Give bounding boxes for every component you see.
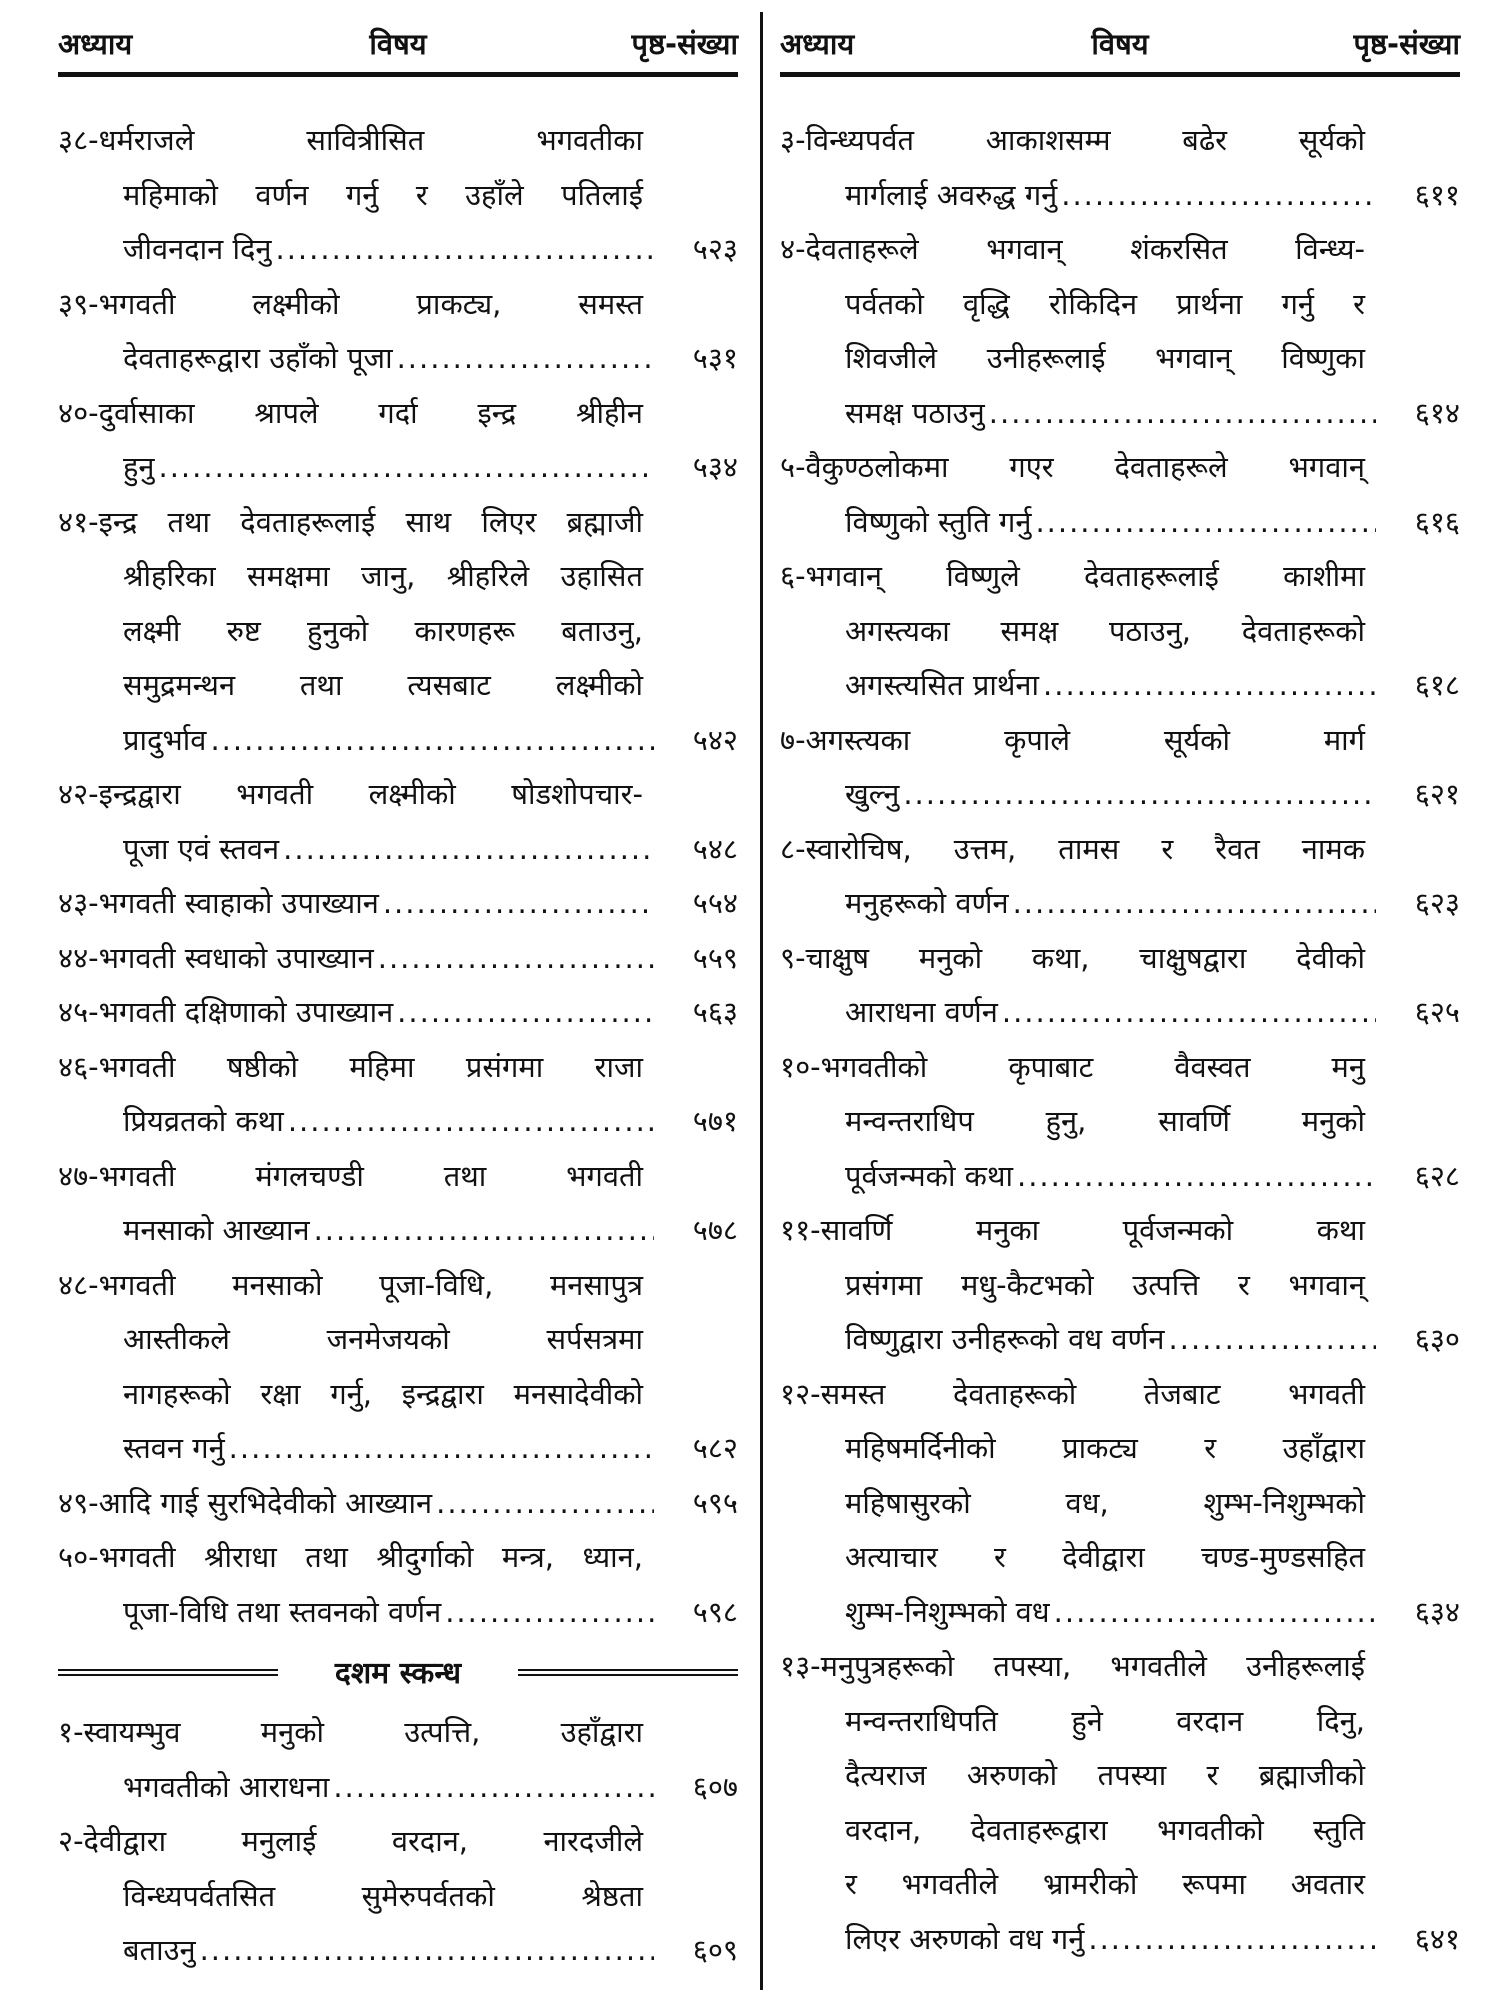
toc-entry-text: पर्वतको वृद्धि रोकिदिन प्रार्थना गर्नु र bbox=[845, 286, 1365, 321]
section-heading bbox=[58, 1645, 738, 1701]
toc-entry-text: ४६-भगवती षष्ठीको महिमा प्रसंगमा राजा bbox=[58, 1049, 643, 1084]
header-subject: विषय bbox=[369, 27, 427, 61]
toc-entry-last-line bbox=[780, 876, 1460, 931]
leader-dots bbox=[333, 1760, 654, 1815]
toc-entry bbox=[780, 822, 1460, 931]
section-rule-right bbox=[518, 1669, 738, 1676]
toc-page-number: ५९८ bbox=[692, 1594, 738, 1629]
toc-page-number: ५७८ bbox=[692, 1213, 738, 1247]
leader-dots bbox=[159, 440, 655, 495]
toc-entry-text: ४५-भगवती दक्षिणाको उपाख्यान bbox=[58, 995, 394, 1029]
toc-entry-text: ४३-भगवती स्वाहाको उपाख्यान bbox=[58, 886, 379, 920]
header-page-number: पृष्ठ-संख्या bbox=[631, 27, 738, 61]
leader-dots bbox=[989, 386, 1376, 441]
toc-entry-text: ८-स्वारोचिष, उत्तम, तामस र रैवत नामक bbox=[780, 831, 1365, 866]
toc-entry-last-line bbox=[58, 1585, 738, 1640]
toc-entry-last-line bbox=[58, 1203, 738, 1258]
leader-dots bbox=[200, 1923, 654, 1978]
section-rule-left bbox=[58, 1669, 278, 1676]
toc-entry-text: १-स्वायम्भुव मनुको उत्पत्ति, उहाँद्वारा bbox=[58, 1715, 643, 1749]
toc-entry-last-line bbox=[58, 1421, 738, 1476]
toc-entry-last-line bbox=[58, 1476, 738, 1531]
toc-entry-text: आस्तीकले जनमेजयको सर्पसत्रमा bbox=[123, 1322, 643, 1356]
toc-entry-text: १०-भगवतीको कृपाबाट वैवस्वत मनु bbox=[780, 1049, 1365, 1084]
toc-page-number: ६२८ bbox=[1414, 1158, 1460, 1193]
toc-entry-text: ४४-भगवती स्वधाको उपाख्यान bbox=[58, 940, 374, 975]
toc-entry-text: बताउनु bbox=[123, 1933, 196, 1967]
toc-entry bbox=[780, 1639, 1460, 1966]
toc-page-number: ६०७ bbox=[692, 1769, 738, 1804]
toc-entry-text: समक्ष पठाउनु bbox=[845, 395, 985, 430]
toc-entry-text: ७-अगस्त्यका कृपाले सूर्यको मार्ग bbox=[780, 722, 1365, 757]
toc-entry-text: पूर्वजन्मको कथा bbox=[845, 1158, 1013, 1193]
toc-entry bbox=[58, 1530, 738, 1639]
leader-dots bbox=[210, 713, 654, 768]
toc-entry-text: मन्वन्तराधिप हुनु, सावर्णि मनुको bbox=[845, 1104, 1365, 1138]
toc-page-number: ६२१ bbox=[1414, 777, 1460, 811]
toc-entry-text: हुनु bbox=[123, 450, 155, 484]
toc-entry-text: नागहरूको रक्षा गर्नु, इन्द्रद्वारा मनसादेवीको bbox=[123, 1376, 643, 1411]
left-column bbox=[58, 0, 738, 1978]
toc-entry-text: मनसाको आख्यान bbox=[123, 1213, 310, 1247]
toc-entry-text: विष्णुको स्तुति गर्नु bbox=[845, 504, 1032, 539]
toc-entry bbox=[58, 277, 738, 386]
toc-entry-text: महिषासुरको वध, शुम्भ-निशुम्भको bbox=[845, 1485, 1365, 1520]
toc-entry bbox=[780, 1040, 1460, 1204]
header-subject: विषय bbox=[1091, 27, 1149, 61]
toc-entry-last-line bbox=[780, 1312, 1460, 1367]
toc-entry-text: दैत्यराज अरुणको तपस्या र ब्रह्माजीको bbox=[845, 1758, 1365, 1792]
toc-page-number: ५३१ bbox=[692, 341, 738, 375]
leader-dots bbox=[1061, 168, 1376, 223]
toc-page-number: ६३० bbox=[1414, 1322, 1460, 1356]
leader-dots bbox=[1002, 985, 1376, 1040]
header-page-number: पृष्ठ-संख्या bbox=[1353, 27, 1460, 61]
toc-entry-last-line bbox=[58, 1094, 738, 1149]
toc-entry-last-line bbox=[58, 713, 738, 768]
toc-page-number: ५२३ bbox=[692, 232, 738, 266]
toc-entry-last-line bbox=[58, 222, 738, 277]
leader-dots bbox=[275, 222, 654, 277]
toc-entry-text: स्तवन गर्नु bbox=[123, 1431, 225, 1465]
toc-entry-text: अगस्त्यसित प्रार्थना bbox=[845, 668, 1040, 702]
leader-dots bbox=[283, 822, 654, 877]
toc-entry bbox=[58, 1258, 738, 1476]
leader-dots bbox=[288, 1094, 654, 1149]
toc-entry bbox=[58, 386, 738, 495]
toc-page-number: ६२५ bbox=[1414, 995, 1460, 1029]
column-divider bbox=[760, 12, 763, 1990]
toc-entry-text: आराधना वर्णन bbox=[845, 995, 998, 1029]
toc-entry-text: ४०-दुर्वासाका श्रापले गर्दा इन्द्र श्रीहीन bbox=[58, 395, 643, 430]
leader-dots bbox=[1013, 876, 1376, 931]
toc-page-number: ५६३ bbox=[692, 995, 738, 1029]
toc-entry-last-line bbox=[780, 168, 1460, 223]
toc-page-number: ६११ bbox=[1414, 177, 1460, 212]
left-toc-section bbox=[58, 1705, 738, 1978]
toc-entry-text: महिमाको वर्णन गर्नु र उहाँले पतिलाई bbox=[123, 177, 643, 212]
leader-dots bbox=[436, 1476, 654, 1531]
toc-entry-last-line bbox=[58, 440, 738, 495]
toc-entry-text: १३-मनुपुत्रहरूको तपस्या, भगवतीले उनीहरूलाई bbox=[780, 1649, 1365, 1683]
leader-dots bbox=[229, 1421, 654, 1476]
toc-page-number: ६२३ bbox=[1414, 886, 1460, 920]
toc-entry-text: ४७-भगवती मंगलचण्डी तथा भगवती bbox=[58, 1158, 643, 1193]
leader-dots bbox=[1054, 1585, 1376, 1640]
header-chapter: अध्याय bbox=[780, 27, 855, 61]
toc-entry-last-line bbox=[58, 331, 738, 386]
toc-page-number: ६०९ bbox=[692, 1933, 738, 1967]
toc-entry-text: ४-देवताहरूले भगवान् शंकरसित विन्ध्य- bbox=[780, 232, 1365, 266]
toc-entry-text: ५-वैकुण्ठलोकमा गएर देवताहरूले भगवान् bbox=[780, 450, 1365, 484]
toc-page-number: ५३४ bbox=[692, 450, 738, 484]
toc-entry bbox=[58, 1705, 738, 1814]
toc-entry-text: विष्णुद्वारा उनीहरूको वध वर्णन bbox=[845, 1322, 1165, 1356]
toc-entry-text: ३-विन्ध्यपर्वत आकाशसम्म बढेर सूर्यको bbox=[780, 123, 1365, 157]
leader-dots bbox=[1043, 658, 1376, 713]
toc-entry-text: ३८-धर्मराजले सावित्रीसित भगवतीका bbox=[58, 123, 643, 157]
right-toc bbox=[780, 113, 1460, 1966]
toc-entry-text: अगस्त्यका समक्ष पठाउनु, देवताहरूको bbox=[845, 613, 1365, 648]
toc-entry-text: र भगवतीले भ्रामरीको रूपमा अवतार bbox=[845, 1867, 1365, 1901]
toc-entry-text: ३९-भगवती लक्ष्मीको प्राकट्य, समस्त bbox=[58, 286, 643, 321]
toc-entry-text: भगवतीको आराधना bbox=[123, 1769, 330, 1804]
toc-entry bbox=[58, 1814, 738, 1978]
leader-dots bbox=[314, 1203, 654, 1258]
toc-entry bbox=[58, 1476, 738, 1531]
toc-entry-text: प्रसंगमा मधु-कैटभको उत्पत्ति र भगवान् bbox=[845, 1267, 1365, 1302]
toc-entry-text: ४८-भगवती मनसाको पूजा-विधि, मनसापुत्र bbox=[58, 1267, 643, 1302]
toc-entry-text: पूजा एवं स्तवन bbox=[123, 831, 280, 866]
toc-page-number: ६१४ bbox=[1414, 395, 1460, 430]
toc-entry-last-line bbox=[58, 822, 738, 877]
toc-page-number: ६४१ bbox=[1414, 1921, 1460, 1956]
toc-entry-text: अत्याचार र देवीद्वारा चण्ड-मुण्डसहित bbox=[845, 1540, 1365, 1574]
leader-dots bbox=[445, 1585, 654, 1640]
toc-entry-text: ११-सावर्णि मनुका पूर्वजन्मको कथा bbox=[780, 1213, 1365, 1247]
toc-entry bbox=[780, 931, 1460, 1040]
toc-entry bbox=[58, 495, 738, 768]
toc-page-number: ५९५ bbox=[692, 1485, 738, 1520]
toc-page-number: ५८२ bbox=[692, 1431, 738, 1465]
toc-entry-text: प्रियव्रतको कथा bbox=[123, 1104, 284, 1138]
toc-entry-text: देवताहरूद्वारा उहाँको पूजा bbox=[123, 341, 393, 375]
toc-page-number: ५४२ bbox=[692, 722, 738, 757]
toc-entry-text: ५०-भगवती श्रीराधा तथा श्रीदुर्गाको मन्त्र, ध्यान, bbox=[58, 1540, 643, 1574]
toc-entry-text: मनुहरूको वर्णन bbox=[845, 886, 1009, 920]
toc-entry-text: पूजा-विधि तथा स्तवनको वर्णन bbox=[123, 1594, 442, 1629]
toc-entry-text: ९-चाक्षुष मनुको कथा, चाक्षुषद्वारा देवीको bbox=[780, 940, 1365, 975]
toc-entry-last-line bbox=[780, 985, 1460, 1040]
toc-entry-text: जीवनदान दिनु bbox=[123, 232, 272, 266]
leader-dots bbox=[1035, 495, 1376, 550]
toc-entry bbox=[780, 549, 1460, 713]
toc-entry-last-line bbox=[58, 931, 738, 986]
toc-entry bbox=[780, 1367, 1460, 1640]
leader-dots bbox=[1088, 1912, 1376, 1967]
header-chapter: अध्याय bbox=[58, 27, 133, 61]
toc-entry-last-line bbox=[780, 658, 1460, 713]
toc-entry bbox=[58, 113, 738, 277]
left-header bbox=[58, 10, 738, 77]
toc-entry bbox=[780, 713, 1460, 822]
toc-entry bbox=[58, 876, 738, 931]
toc-page-number: ६१८ bbox=[1414, 668, 1460, 702]
toc-entry-text: ६-भगवान् विष्णुले देवताहरूलाई काशीमा bbox=[780, 559, 1365, 593]
toc-entry-text: शिवजीले उनीहरूलाई भगवान् विष्णुका bbox=[845, 341, 1365, 375]
leader-dots bbox=[397, 331, 654, 386]
toc-entry-last-line bbox=[780, 1149, 1460, 1204]
toc-entry-text: वरदान, देवताहरूद्वारा भगवतीको स्तुति bbox=[845, 1812, 1365, 1847]
section-title: दशम स्कन्ध bbox=[334, 1656, 462, 1691]
toc-entry bbox=[58, 767, 738, 876]
leader-dots bbox=[378, 931, 654, 986]
toc-page-number: ६३४ bbox=[1414, 1594, 1460, 1629]
toc-entry-text: मन्वन्तराधिपति हुने वरदान दिनु, bbox=[845, 1703, 1365, 1738]
toc-entry bbox=[780, 113, 1460, 222]
toc-entry-text: प्रादुर्भाव bbox=[123, 722, 207, 757]
right-column bbox=[780, 0, 1460, 1966]
toc-entry bbox=[58, 1149, 738, 1258]
toc-entry bbox=[58, 985, 738, 1040]
toc-entry-last-line bbox=[58, 876, 738, 931]
toc-entry-text: खुल्नु bbox=[845, 777, 900, 811]
toc-entry-text: मार्गलाई अवरुद्ध गर्नु bbox=[845, 177, 1058, 212]
toc-entry-last-line bbox=[780, 1912, 1460, 1967]
toc-entry-last-line bbox=[58, 985, 738, 1040]
toc-entry-text: ४१-इन्द्र तथा देवताहरूलाई साथ लिएर ब्रह्माजी bbox=[58, 504, 643, 539]
toc-entry-text: ४२-इन्द्रद्वारा भगवती लक्ष्मीको षोडशोपचार- bbox=[58, 777, 643, 811]
toc-entry-text: शुम्भ-निशुम्भको वध bbox=[845, 1594, 1050, 1629]
toc-entry-text: समुद्रमन्थन तथा त्यसबाट लक्ष्मीको bbox=[123, 668, 643, 702]
toc-page-number: ५५४ bbox=[692, 886, 738, 920]
left-toc bbox=[58, 113, 738, 1639]
toc-entry bbox=[58, 931, 738, 986]
toc-entry bbox=[780, 1203, 1460, 1367]
toc-page-number: ६१६ bbox=[1414, 504, 1460, 539]
toc-entry-last-line bbox=[780, 1585, 1460, 1640]
toc-entry-last-line bbox=[58, 1923, 738, 1978]
toc-entry-last-line bbox=[780, 495, 1460, 550]
right-header bbox=[780, 10, 1460, 77]
toc-entry-text: महिषमर्दिनीको प्राकट्य र उहाँद्वारा bbox=[845, 1431, 1365, 1465]
leader-dots bbox=[397, 985, 654, 1040]
toc-page-number: ५४८ bbox=[692, 831, 738, 866]
toc-entry-text: १२-समस्त देवताहरूको तेजबाट भगवती bbox=[780, 1376, 1365, 1411]
leader-dots bbox=[1017, 1149, 1376, 1204]
toc-entry-last-line bbox=[780, 386, 1460, 441]
toc-entry-last-line bbox=[58, 1760, 738, 1815]
leader-dots bbox=[1169, 1312, 1376, 1367]
leader-dots bbox=[903, 767, 1376, 822]
leader-dots bbox=[383, 876, 654, 931]
toc-entry bbox=[780, 440, 1460, 549]
toc-entry-text: लक्ष्मी रुष्ट हुनुको कारणहरू बताउनु, bbox=[123, 613, 643, 648]
toc-entry-text: २-देवीद्वारा मनुलाई वरदान, नारदजीले bbox=[58, 1824, 643, 1858]
toc-entry-text: लिएर अरुणको वध गर्नु bbox=[845, 1921, 1085, 1956]
toc-entry-last-line bbox=[780, 767, 1460, 822]
toc-entry bbox=[58, 1040, 738, 1149]
toc-entry-text: श्रीहरिका समक्षमा जानु, श्रीहरिले उहासित bbox=[123, 559, 643, 593]
toc-entry bbox=[780, 222, 1460, 440]
toc-entry-text: विन्ध्यपर्वतसित सुमेरुपर्वतको श्रेष्ठता bbox=[123, 1878, 643, 1913]
toc-page-number: ५७१ bbox=[692, 1104, 738, 1138]
toc-entry-text: ४९-आदि गाई सुरभिदेवीको आख्यान bbox=[58, 1485, 433, 1520]
toc-page-number: ५५९ bbox=[692, 940, 738, 975]
